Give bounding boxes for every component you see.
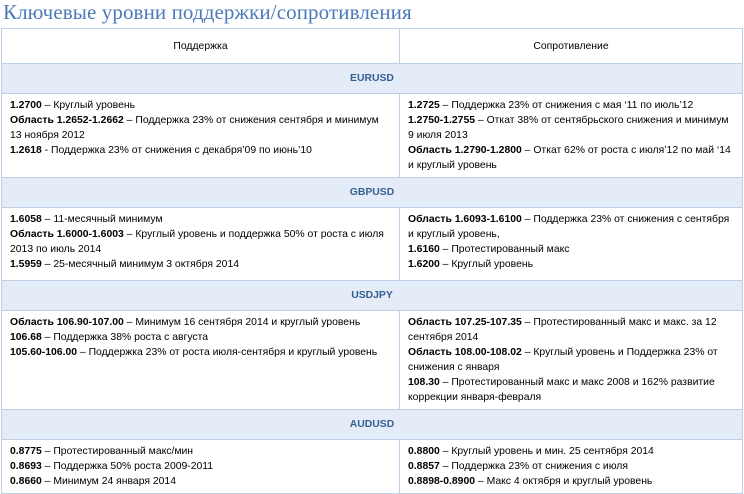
level-value: Область 1.6093-1.6100 xyxy=(408,214,522,225)
level-value: Область 106.90-107.00 xyxy=(10,317,124,328)
level-description: – Поддержка 50% роста 2009-2011 xyxy=(41,461,214,472)
levels-table xyxy=(1,28,743,494)
section-row-gbpusd xyxy=(2,178,743,208)
level-description: – Круглый уровень и Поддержка 23% от снижения с января xyxy=(408,347,718,373)
level-line xyxy=(10,227,392,257)
level-description: – Круглый уровень и мин. 25 сентября 2014 xyxy=(439,446,654,457)
level-description: – Протестированный макс и макс 2008 и 162% развитие коррекции января-февраля xyxy=(408,377,715,403)
level-value: 105.60-106.00 xyxy=(10,347,78,358)
section-row-eurusd xyxy=(2,64,743,94)
level-description: – 11-месячный минимум xyxy=(41,214,163,225)
level-value: Область 107.25-107.35 xyxy=(408,317,522,328)
resistance-cell xyxy=(400,440,743,494)
level-value: 0.8775 xyxy=(10,446,42,457)
support-cell xyxy=(2,208,400,281)
level-description: – Круглый уровень и поддержка 50% от роста с июля 2013 по июль 2014 xyxy=(10,229,384,255)
level-description: – 25-месячный минимум 3 октября 2014 xyxy=(41,259,240,270)
section-title: GBPUSD xyxy=(2,178,743,208)
level-value: 0.8660 xyxy=(10,476,42,487)
level-line xyxy=(408,143,735,173)
level-value: 0.8857 xyxy=(408,461,440,472)
level-line xyxy=(408,474,735,489)
section-row-audusd xyxy=(2,410,743,440)
level-value: Область 1.6000-1.6003 xyxy=(10,229,124,240)
level-value: Область 108.00-108.02 xyxy=(408,347,522,358)
level-line xyxy=(10,330,392,345)
table-row xyxy=(2,440,743,494)
level-line xyxy=(408,98,735,113)
page-title: Ключевые уровни поддержки/сопротивления xyxy=(3,0,412,24)
level-description: – Поддержка 23% от роста июля-сентября и круглый уровень xyxy=(77,347,378,358)
section-title: USDJPY xyxy=(2,281,743,311)
level-description: – Круглый уровень xyxy=(439,259,533,270)
support-cell xyxy=(2,311,400,410)
resistance-column-header: Сопротивление xyxy=(400,29,743,64)
support-column-header: Поддержка xyxy=(2,29,400,64)
header-row xyxy=(2,29,743,64)
level-line xyxy=(10,444,392,459)
level-description: – Поддержка 38% роста с августа xyxy=(41,332,209,343)
section-title: EURUSD xyxy=(2,64,743,94)
resistance-cell xyxy=(400,94,743,178)
level-line xyxy=(408,315,735,345)
support-cell xyxy=(2,440,400,494)
level-value: 0.8693 xyxy=(10,461,42,472)
level-value: 108.30 xyxy=(408,377,440,388)
level-line xyxy=(10,212,392,227)
level-value: 1.2700 xyxy=(10,100,42,111)
level-description: – Поддержка 23% от снижения с мая ‘11 по июль’12 xyxy=(439,100,694,111)
level-description: – Протестированный макс и макс. за 12 сентября 2014 xyxy=(408,317,717,343)
section-title: AUDUSD xyxy=(2,410,743,440)
level-value: 1.6058 xyxy=(10,214,42,225)
level-line xyxy=(408,459,735,474)
level-line xyxy=(10,345,392,360)
level-description: – Откат 62% от роста с июля’12 по май ‘14 и круглый уровень xyxy=(408,145,731,171)
level-description: – Круглый уровень xyxy=(41,100,135,111)
level-description: – Поддержка 23% от снижения с июля xyxy=(439,461,628,472)
level-description: - Поддержка 23% от снижения с декабря’09 по июнь’10 xyxy=(41,145,312,156)
level-line xyxy=(408,444,735,459)
support-cell xyxy=(2,94,400,178)
level-description: – Откат 38% от сентябрьского снижения и минимум 9 июля 2013 xyxy=(408,115,729,141)
section-row-usdjpy xyxy=(2,281,743,311)
level-line xyxy=(10,459,392,474)
level-value: Область 1.2652-1.2662 xyxy=(10,115,124,126)
level-value: 1.2618 xyxy=(10,145,42,156)
level-value: 106.68 xyxy=(10,332,42,343)
level-value: Область 1.2790-1.2800 xyxy=(408,145,522,156)
level-line xyxy=(10,143,392,158)
level-line xyxy=(408,257,735,272)
level-value: 1.6160 xyxy=(408,244,440,255)
table-row xyxy=(2,208,743,281)
table-row xyxy=(2,311,743,410)
level-description: – Минимум 24 января 2014 xyxy=(41,476,176,487)
level-description: – Протестированный макс/мин xyxy=(41,446,194,457)
level-value: 1.5959 xyxy=(10,259,42,270)
level-value: 1.2725 xyxy=(408,100,440,111)
level-value: 0.8898-0.8900 xyxy=(408,476,476,487)
level-description: – Макс 4 октября и круглый уровень xyxy=(475,476,653,487)
level-line xyxy=(10,315,392,330)
level-value: 1.2750-1.2755 xyxy=(408,115,476,126)
level-value: 1.6200 xyxy=(408,259,440,270)
level-line xyxy=(408,242,735,257)
level-line xyxy=(10,113,392,143)
level-line xyxy=(408,345,735,375)
resistance-cell xyxy=(400,311,743,410)
level-value: 0.8800 xyxy=(408,446,440,457)
level-line xyxy=(10,474,392,489)
level-line xyxy=(10,257,392,272)
level-description: – Поддержка 23% от снижения сентября и минимум 13 ноября 2012 xyxy=(10,115,379,141)
level-description: – Поддержка 23% от снижения с сентября и круглый уровень, xyxy=(408,214,730,240)
level-description: – Протестированный макс xyxy=(439,244,570,255)
resistance-cell xyxy=(400,208,743,281)
level-line xyxy=(408,113,735,143)
level-line xyxy=(10,98,392,113)
table-row xyxy=(2,94,743,178)
level-line xyxy=(408,375,735,405)
level-line xyxy=(408,212,735,242)
level-description: – Минимум 16 сентября 2014 и круглый уровень xyxy=(123,317,361,328)
